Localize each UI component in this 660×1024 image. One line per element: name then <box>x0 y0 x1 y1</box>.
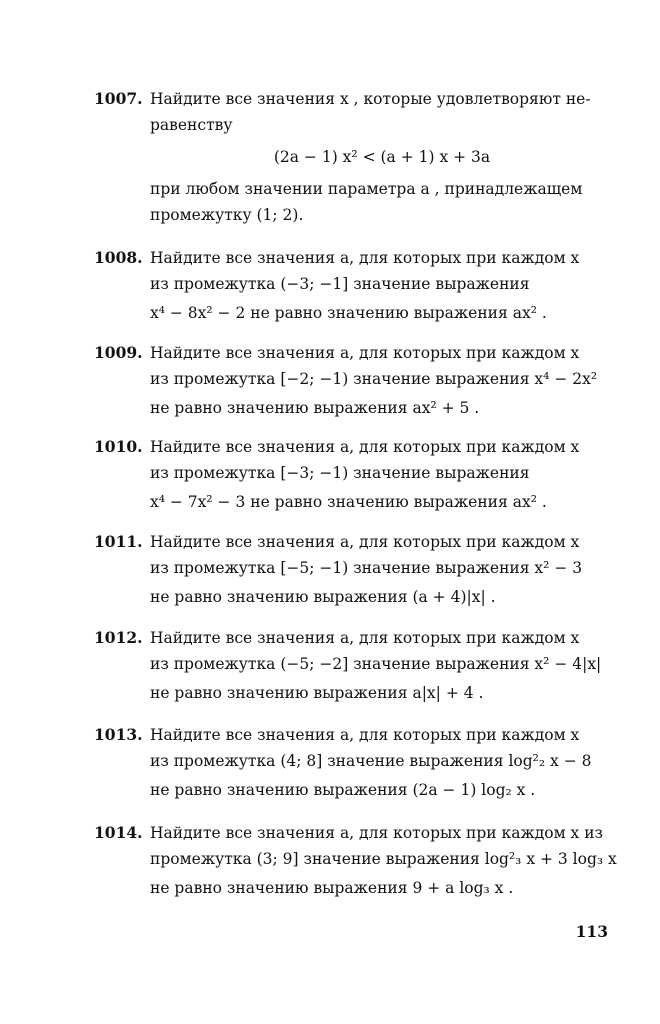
problem-number: 1007. <box>94 89 143 108</box>
problem-text-line: x⁴ − 7x² − 3 не равно значению выражения ax² . <box>150 493 547 511</box>
problem-text-line: при любом значении параметра a , принадлежащем <box>150 180 583 198</box>
problem-text-line: Найдите все значения a, для которых при каждом x <box>150 344 580 362</box>
problem-text-line: Найдите все значения a, для которых при каждом x <box>150 726 580 744</box>
problem-text-line: промежутка (3; 9] значение выражения log²₃ x + 3 log₃ x <box>150 850 617 868</box>
problem-text-line: из промежутка (−5; −2] значение выражения x² − 4|x| <box>150 655 602 673</box>
problem-text-line: из промежутка [−5; −1) значение выражения x² − 3 <box>150 559 583 577</box>
problem-text-line: x⁴ − 8x² − 2 не равно значению выражения ax² . <box>150 304 547 322</box>
problem-1011 <box>94 529 614 610</box>
problem-1014 <box>94 820 617 901</box>
problem-number: 1008. <box>94 248 143 267</box>
problem-text-line: Найдите все значения a, для которых при каждом x <box>150 438 580 456</box>
problem-1009 <box>94 340 614 421</box>
problem-number: 1012. <box>94 628 143 647</box>
problem-number: 1013. <box>94 725 143 744</box>
problem-1008 <box>94 245 614 326</box>
inequality-formula: (2a − 1) x² < (a + 1) x + 3a <box>273 148 491 166</box>
problem-text-line: Найдите все значения x , которые удовлетворяют не- <box>150 90 591 108</box>
problem-number: 1009. <box>94 343 143 362</box>
problem-1012 <box>94 625 614 706</box>
problem-1007 <box>94 86 614 228</box>
problem-text-line: из промежутка (4; 8] значение выражения log²₂ x − 8 <box>150 752 592 770</box>
problem-text-line: Найдите все значения a, для которых при каждом x из <box>150 824 604 842</box>
problem-1013 <box>94 722 614 803</box>
problem-text-line: не равно значению выражения (2a − 1) log₂ x . <box>150 781 536 799</box>
problem-text-line: Найдите все значения a, для которых при каждом x <box>150 533 580 551</box>
problem-text-line: Найдите все значения a, для которых при каждом x <box>150 629 580 647</box>
problem-text-line: не равно значению выражения a|x| + 4 . <box>150 684 484 702</box>
problem-number: 1011. <box>94 532 143 551</box>
problem-text-line: из промежутка [−2; −1) значение выражения x⁴ − 2x² <box>150 370 598 388</box>
problem-text-line: из промежутка (−3; −1] значение выражения <box>150 275 530 293</box>
problem-text-line: Найдите все значения a, для которых при каждом x <box>150 249 580 267</box>
problem-number: 1010. <box>94 437 143 456</box>
problem-text-line: не равно значению выражения ax² + 5 . <box>150 399 480 417</box>
problem-text-line: промежутку (1; 2). <box>150 206 304 224</box>
problem-number: 1014. <box>94 823 143 842</box>
problem-1010 <box>94 434 614 515</box>
problem-text-line: не равно значению выражения (a + 4)|x| . <box>150 588 496 606</box>
problem-text-line: равенству <box>150 116 233 134</box>
problem-text-line: из промежутка [−3; −1) значение выражения <box>150 464 530 482</box>
page-number: 113 <box>575 922 608 941</box>
problem-text-line: не равно значению выражения 9 + a log₃ x . <box>150 879 514 897</box>
